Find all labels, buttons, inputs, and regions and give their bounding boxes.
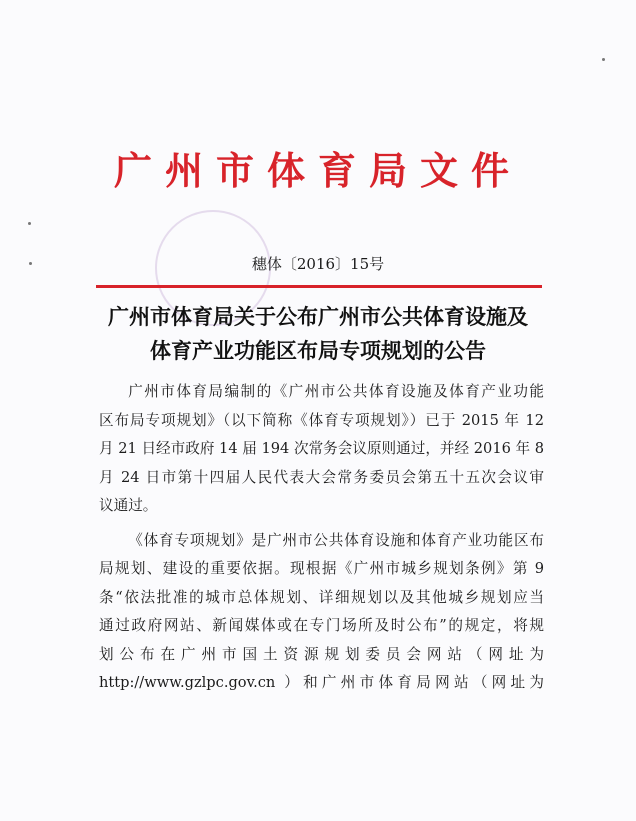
text-line: 议通过。 — [99, 497, 158, 514]
text-line: 通过政府网站、新闻媒体或在专门场所及时公布”的规定，将规 — [99, 617, 544, 634]
text-line: 广州市体育局编制的《广州市公共体育设施及体育产业功能 — [128, 383, 544, 400]
issuing-authority-header: 广州市体育局文件 — [113, 148, 522, 193]
text-line: 区布局专项规划》（以下简称《体育专项规划》）已于 2015 年 12 — [99, 411, 544, 429]
notice-title — [0, 300, 636, 368]
text-line: 月 24 日市第十四届人民代表大会常务委员会第五十五次会议审 — [99, 468, 544, 486]
notice-body — [99, 378, 544, 698]
text-line: 条“依法批准的城市总体规划、详细规划以及其他城乡规划应当 — [99, 588, 544, 606]
text-line: 月 21 日经市政府 14 届 194 次常务会议原则通过，并经 2016 年 8 — [99, 440, 545, 457]
text-line: 局规划、建设的重要依据。现根据《广州市城乡规划条例》第 9 — [99, 560, 544, 577]
scan-speck — [602, 58, 605, 61]
text-line: http://www.gzlpc.gov.cn ）和广州市体育局网站（网址为 — [99, 674, 544, 691]
paragraph-1 — [99, 378, 544, 521]
document-number: 穗体〔2016〕15号 — [251, 255, 385, 273]
notice-title-line: 广州市体育局关于公布广州市公共体育设施及 — [108, 304, 528, 329]
text-line: 《体育专项规划》是广州市公共体育设施和体育产业功能区布 — [128, 531, 544, 549]
text-line: 划公布在广州市国土资源规划委员会网站（网址为 — [99, 645, 544, 663]
red-divider-line — [96, 285, 542, 288]
paragraph-2 — [99, 527, 544, 698]
scan-speck — [28, 222, 31, 225]
notice-title-line: 体育产业功能区布局专项规划的公告 — [150, 338, 486, 363]
